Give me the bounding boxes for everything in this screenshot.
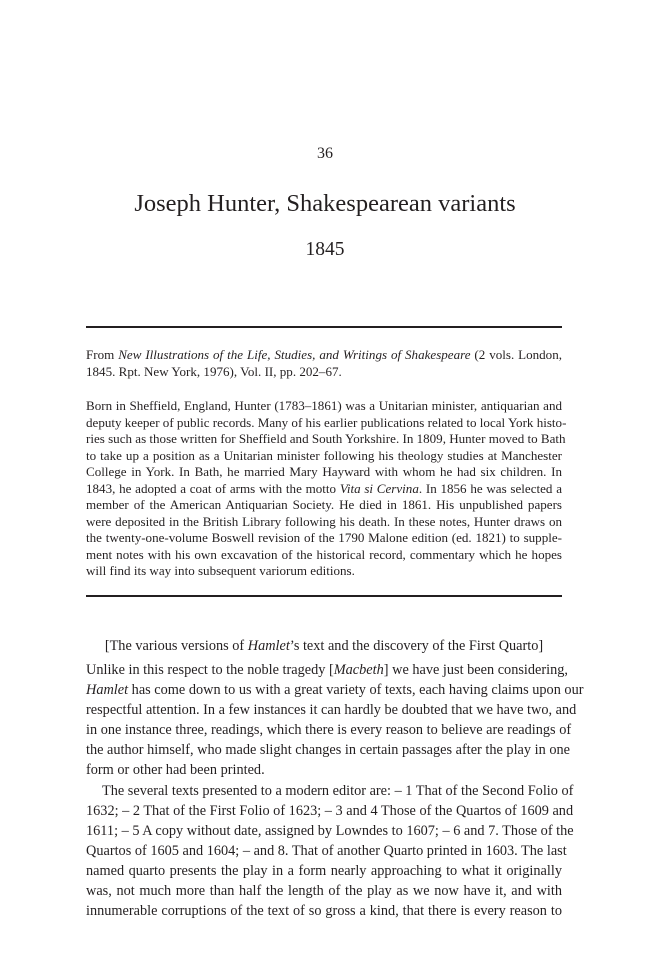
text-line: respectful attention. In a few instances it can hardly be doubted that we have two, and (86, 702, 577, 719)
text-line: named quarto presents the play in a form nearly approaching to what it originally (86, 862, 562, 879)
bio-line: the twenty-one-volume Boswell revision of the 1790 Malone edition (ed. 1821) to supple- (86, 530, 562, 545)
bio-line: ries such as those written for Sheffield and South Yorkshire. In 1809, Hunter moved to Bath (86, 431, 566, 446)
bio-line: Born in Sheffield, England, Hunter (1783–1861) was a Unitarian minister, antiquarian and (86, 398, 562, 413)
text-line: 1611; – 5 A copy without date, assigned by Lowndes to 1607; – 6 and 7. Those of the (86, 822, 574, 839)
section-heading-play: Hamlet (247, 638, 290, 654)
source-prefix: From (86, 347, 119, 362)
play-title: Macbeth (333, 662, 384, 678)
headnote-bottom-rule (86, 595, 562, 597)
text-part: has come down to us with a great variety of texts, each having claims upon our (128, 682, 584, 699)
text-line: innumerable corruptions of the text of so gross a kind, that there is every reason to (86, 903, 562, 920)
paragraph (86, 660, 584, 781)
bio-line-part: 1843, he adopted a coat of arms with the motto (86, 480, 340, 496)
source-note-line (86, 347, 562, 364)
text-line (86, 660, 568, 680)
bio-line: to take up a position as a Unitarian minister following his theology studies at Manchester (86, 447, 562, 463)
play-title: Hamlet (86, 682, 129, 699)
source-note-line: 1845. Rpt. New York, 1976), Vol. II, pp. 202–67. (86, 363, 342, 379)
bio-line: College in York. In Bath, he married Mary Hayward with whom he had six children. In (86, 464, 562, 479)
bio-line: deputy keeper of public records. Many of his earlier publications related to local York histo- (86, 414, 567, 430)
chapter-year: 1845 (305, 239, 345, 260)
text-line: 1632; – 2 That of the First Folio of 1623; – 3 and 4 Those of the Quartos of 1609 and (86, 802, 574, 819)
section-heading (86, 637, 562, 655)
text-line (86, 680, 584, 700)
source-work-title: New Illustrations of the Life, Studies, and Writings of Shakespeare (118, 347, 471, 362)
text-line: Quartos of 1605 and 1604; – and 8. That of another Quarto printed in 1603. The last (86, 842, 567, 859)
bio-line: will find its way into subsequent variorum editions. (86, 563, 355, 578)
source-suffix: (2 vols. London, (470, 347, 562, 362)
text-line: was, not much more than half the length of the play as we now have it, and with (86, 883, 562, 900)
paragraph (86, 781, 574, 922)
text-line: form or other had been printed. (86, 762, 265, 779)
text-part: Unlike in this respect to the noble tragedy [ (86, 662, 334, 678)
chapter-number: 36 (317, 145, 333, 162)
motto: Vita si Cervina (339, 480, 419, 496)
text-line: The several texts presented to a modern editor are: – 1 That of the Second Folio of (102, 782, 574, 799)
body-text (86, 660, 584, 921)
text-part: ] we have just been considering, (383, 662, 568, 678)
bio-line (86, 481, 562, 498)
chapter-title: Joseph Hunter, Shakespearean variants (134, 190, 516, 217)
bio-line: were deposited in the British Library following his death. In these notes, Hunter draws on (86, 513, 562, 529)
headnote-top-rule (86, 326, 562, 328)
bio-line-part: . In 1856 he was selected a (418, 480, 562, 496)
bio-line: ment notes with his own excavation of the historical record, commentary which he hopes (86, 546, 562, 562)
text-line: the author himself, who made slight changes in certain passages after the play in one (86, 742, 570, 759)
text-line: in one instance three, readings, which there is every reason to believe are readings of (86, 722, 572, 739)
source-note (86, 347, 562, 380)
bio-line: member of the American Antiquarian Society. He died in 1861. His unpublished papers (86, 497, 562, 512)
biographical-note (86, 398, 567, 580)
section-heading-part: [The various versions of (104, 638, 248, 654)
section-heading-part: ’s text and the discovery of the First Quarto] (289, 638, 544, 654)
